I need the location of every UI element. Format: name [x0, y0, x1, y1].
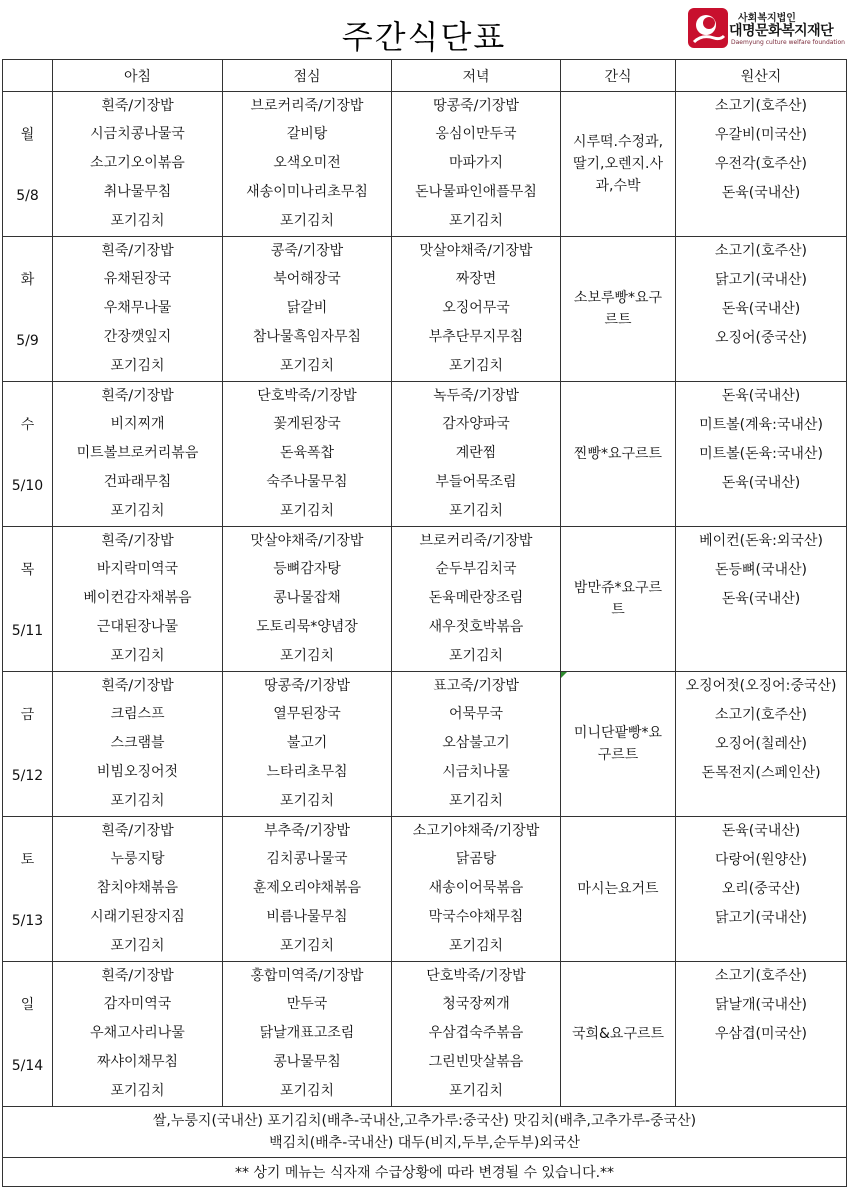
dinner-item: 감자양파국	[442, 416, 510, 432]
breakfast-item: 흰죽/기장밥	[101, 243, 174, 259]
origin-item: 소고기(호주산)	[714, 98, 808, 114]
day-row	[3, 817, 847, 962]
origin-item: 돈육(국내산)	[721, 388, 801, 404]
lunch-item: 만두국	[286, 996, 328, 1012]
lunch-cell	[223, 92, 392, 237]
breakfast-item: 짜샤이채무침	[96, 1054, 179, 1070]
day-row	[3, 962, 847, 1107]
footer-line-1: 쌀,누룽지(국내산) 포기김치(배추-국내산,고추가루:중국산) 맛김치(배추,고추가루-중국산)	[152, 1113, 697, 1129]
dinner-cell	[392, 962, 561, 1107]
breakfast-item: 크림스프	[110, 706, 165, 722]
day-name: 일	[20, 997, 35, 1013]
dinner-item: 옹심이만두국	[435, 126, 517, 142]
breakfast-item: 포기김치	[110, 213, 165, 229]
origin-cell	[676, 672, 847, 817]
change-notice: ** 상기 메뉴는 식자재 수급상황에 따라 변경될 수 있습니다.**	[3, 1158, 847, 1187]
breakfast-item: 바지락미역국	[96, 561, 179, 577]
breakfast-item: 스크램블	[110, 735, 165, 751]
lunch-item: 브로커리죽/기장밥	[250, 98, 364, 114]
lunch-item: 포기김치	[279, 793, 335, 809]
lunch-item: 땅콩죽/기장밥	[264, 678, 350, 694]
snack-cell	[561, 92, 676, 237]
snack-text: 시루떡.수정과, 딸기,오렌지.사과,수박	[572, 134, 664, 194]
day-cell	[3, 672, 53, 817]
day-name: 월	[20, 127, 35, 143]
lunch-item: 참나물흑임자무침	[252, 329, 362, 345]
breakfast-cell	[53, 92, 223, 237]
lunch-cell	[223, 672, 392, 817]
breakfast-item: 누룽지탕	[110, 851, 165, 867]
lunch-item: 느타리초무침	[266, 764, 348, 780]
day-cell	[3, 962, 53, 1107]
snack-cell	[561, 237, 676, 382]
weekly-menu-table	[2, 59, 847, 1187]
origin-item: 소고기(호주산)	[714, 968, 808, 984]
lunch-item: 새송이미나리초무침	[246, 184, 368, 200]
origin-item: 소고기(호주산)	[714, 243, 808, 259]
breakfast-cell	[53, 237, 223, 382]
origin-cell	[676, 382, 847, 527]
logo-subtitle: 사회복지법인	[738, 13, 796, 24]
origin-cell	[676, 527, 847, 672]
dinner-item: 순두부김치국	[435, 561, 517, 577]
breakfast-cell	[53, 672, 223, 817]
origin-item: 우전각(호주산)	[714, 156, 808, 172]
dinner-item: 짜장면	[455, 271, 497, 287]
breakfast-item: 베이컨감자채볶음	[83, 590, 192, 606]
dinner-item: 포기김치	[448, 358, 504, 374]
lunch-item: 포기김치	[279, 1083, 335, 1099]
breakfast-cell	[53, 527, 223, 672]
day-date: 5/14	[11, 1058, 44, 1074]
dinner-item: 소고기야채죽/기장밥	[412, 823, 540, 839]
header-origin: 원산지	[676, 60, 847, 92]
snack-text: 찐빵*요구르트	[573, 446, 663, 462]
dinner-cell	[392, 237, 561, 382]
breakfast-item: 소고기오이볶음	[90, 155, 185, 171]
footer-line-2: 백김치(배추-국내산) 대두(비지,두부,순두부)외국산	[269, 1135, 580, 1151]
breakfast-item: 포기김치	[110, 938, 165, 954]
dinner-item: 땅콩죽/기장밥	[433, 98, 519, 114]
breakfast-item: 시래기된장지짐	[90, 909, 185, 925]
origin-item: 미트볼(돈육:국내산)	[699, 446, 823, 462]
breakfast-item: 시금치콩나물국	[90, 126, 185, 142]
breakfast-item: 포기김치	[110, 503, 165, 519]
day-cell	[3, 237, 53, 382]
day-name: 금	[20, 707, 35, 723]
breakfast-item: 포기김치	[110, 793, 165, 809]
origin-cell	[676, 92, 847, 237]
header-breakfast: 아침	[53, 60, 223, 92]
origin-item: 미트볼(계육:국내산)	[699, 417, 823, 433]
dinner-item: 부들어묵조림	[435, 474, 517, 490]
origin-item: 돈등뼈(국내산)	[714, 562, 808, 578]
day-row	[3, 382, 847, 527]
breakfast-cell	[53, 817, 223, 962]
breakfast-item: 포기김치	[110, 358, 165, 374]
day-name: 목	[20, 562, 35, 578]
origin-item: 돈목전지(스페인산)	[701, 765, 821, 781]
snack-cell	[561, 962, 676, 1107]
origin-item: 돈육(국내산)	[721, 185, 801, 201]
breakfast-item: 취나물무침	[103, 184, 172, 200]
lunch-item: 단호박죽/기장밥	[257, 388, 357, 404]
lunch-item: 홍합미역죽/기장밥	[250, 968, 364, 984]
breakfast-item: 근대된장나물	[96, 619, 179, 635]
origin-item: 닭고기(국내산)	[714, 272, 808, 288]
snack-cell	[561, 817, 676, 962]
header-lunch: 점심	[223, 60, 392, 92]
breakfast-cell	[53, 962, 223, 1107]
header-blank	[3, 60, 53, 92]
day-cell	[3, 92, 53, 237]
origin-item: 우삼겹(미국산)	[714, 1026, 808, 1042]
dinner-item: 계란찜	[455, 445, 497, 461]
notice-row	[3, 1158, 847, 1187]
breakfast-item: 우채무나물	[103, 300, 172, 316]
lunch-item: 맛살야채죽/기장밥	[250, 533, 364, 549]
footer-row	[3, 1107, 847, 1158]
dinner-item: 포기김치	[448, 213, 504, 229]
lunch-item: 닭갈비	[286, 300, 328, 316]
lunch-item: 등뼈감자탕	[273, 561, 341, 577]
dinner-item: 새우젓호박볶음	[428, 619, 524, 635]
breakfast-item: 유채된장국	[103, 271, 172, 287]
breakfast-item: 미트볼브로커리볶음	[76, 445, 199, 461]
lunch-item: 포기김치	[279, 648, 335, 664]
dinner-item: 새송이어묵볶음	[428, 880, 524, 896]
day-cell	[3, 817, 53, 962]
day-date: 5/12	[11, 768, 44, 784]
dinner-item: 표고죽/기장밥	[433, 678, 519, 694]
cell-comment-marker	[561, 672, 567, 678]
origin-cell	[676, 817, 847, 962]
logo-english: Daemyung culture welfare foundation	[731, 39, 845, 46]
lunch-item: 포기김치	[279, 938, 335, 954]
dinner-item: 오삼불고기	[442, 735, 510, 751]
origin-item: 베이컨(돈육:외국산)	[699, 533, 823, 549]
dinner-item: 포기김치	[448, 503, 504, 519]
lunch-item: 포기김치	[279, 503, 335, 519]
dinner-item: 마파가지	[448, 155, 504, 171]
breakfast-item: 비지찌개	[110, 416, 165, 432]
dinner-item: 닭곰탕	[455, 851, 497, 867]
dinner-item: 포기김치	[448, 793, 504, 809]
origin-item: 오징어젓(오징어:중국산)	[685, 678, 837, 694]
dinner-cell	[392, 672, 561, 817]
dinner-item: 오징어무국	[442, 300, 510, 316]
lunch-item: 부추죽/기장밥	[264, 823, 350, 839]
origin-item: 닭날개(국내산)	[714, 997, 808, 1013]
day-name: 수	[20, 417, 35, 433]
snack-text: 밤만쥬*요구르트	[573, 580, 663, 618]
breakfast-cell	[53, 382, 223, 527]
lunch-item: 돈육폭찹	[279, 445, 335, 461]
origin-item: 오리(중국산)	[721, 881, 801, 897]
day-date: 5/9	[16, 333, 39, 349]
origin-item: 다랑어(원양산)	[714, 852, 808, 868]
lunch-item: 비름나물무침	[266, 909, 348, 925]
dinner-cell	[392, 817, 561, 962]
dinner-cell	[392, 382, 561, 527]
origin-item: 돈육(국내산)	[721, 823, 801, 839]
foundation-logo	[688, 6, 845, 50]
dinner-item: 포기김치	[448, 648, 504, 664]
origin-footer	[3, 1107, 847, 1158]
day-date: 5/10	[11, 478, 44, 494]
day-name: 토	[20, 852, 35, 868]
breakfast-item: 흰죽/기장밥	[101, 533, 174, 549]
lunch-item: 포기김치	[279, 213, 335, 229]
lunch-item: 북어해장국	[273, 271, 341, 287]
origin-item: 오징어(중국산)	[714, 330, 808, 346]
foundation-logo-icon	[688, 8, 728, 48]
dinner-item: 포기김치	[448, 938, 504, 954]
dinner-item: 부추단무지무침	[428, 329, 524, 345]
day-row	[3, 672, 847, 817]
origin-item: 닭고기(국내산)	[714, 910, 808, 926]
header-row	[3, 60, 847, 92]
lunch-item: 불고기	[286, 735, 328, 751]
day-row	[3, 92, 847, 237]
origin-cell	[676, 237, 847, 382]
lunch-item: 훈제오리야채볶음	[252, 880, 362, 896]
lunch-item: 김치콩나물국	[266, 851, 348, 867]
dinner-item: 시금치나물	[442, 764, 510, 780]
origin-item: 소고기(호주산)	[714, 707, 808, 723]
dinner-item: 포기김치	[448, 1083, 504, 1099]
dinner-item: 그린빈맛살볶음	[428, 1054, 524, 1070]
lunch-cell	[223, 817, 392, 962]
logo-name: 대명문화복지재단	[729, 23, 834, 39]
lunch-item: 콩죽/기장밥	[270, 243, 344, 259]
breakfast-item: 우채고사리나물	[90, 1025, 185, 1041]
day-name: 화	[20, 272, 35, 288]
day-date: 5/13	[11, 913, 44, 929]
snack-text: 미니단팥빵*요구르트	[573, 725, 663, 763]
dinner-item: 돈나물파인애플무침	[415, 184, 537, 200]
snack-cell	[561, 672, 676, 817]
lunch-item: 콩나물무침	[273, 1054, 341, 1070]
breakfast-item: 간장깻잎지	[103, 329, 172, 345]
header-snack: 간식	[561, 60, 676, 92]
origin-item: 오징어(칠레산)	[714, 736, 808, 752]
breakfast-item: 포기김치	[110, 1083, 165, 1099]
breakfast-item: 흰죽/기장밥	[101, 678, 174, 694]
day-date: 5/8	[16, 188, 39, 204]
snack-cell	[561, 382, 676, 527]
dinner-item: 녹두죽/기장밥	[433, 388, 519, 404]
snack-cell	[561, 527, 676, 672]
lunch-item: 오색오미전	[273, 155, 341, 171]
dinner-item: 브로커리죽/기장밥	[419, 533, 533, 549]
origin-item: 돈육(국내산)	[721, 475, 801, 491]
breakfast-item: 포기김치	[110, 648, 165, 664]
dinner-item: 맛살야채죽/기장밥	[419, 243, 533, 259]
snack-text: 국희&요구르트	[571, 1026, 665, 1042]
lunch-item: 열무된장국	[273, 706, 341, 722]
breakfast-item: 감자미역국	[103, 996, 172, 1012]
origin-item: 돈육(국내산)	[721, 301, 801, 317]
lunch-item: 닭날개표고조림	[259, 1025, 355, 1041]
dinner-cell	[392, 527, 561, 672]
breakfast-item: 흰죽/기장밥	[101, 98, 174, 114]
breakfast-item: 흰죽/기장밥	[101, 823, 174, 839]
day-cell	[3, 382, 53, 527]
breakfast-item: 건파래무침	[103, 474, 172, 490]
origin-item: 우갈비(미국산)	[714, 127, 808, 143]
lunch-cell	[223, 962, 392, 1107]
dinner-item: 어묵무국	[448, 706, 504, 722]
lunch-cell	[223, 237, 392, 382]
lunch-item: 콩나물잡채	[273, 590, 341, 606]
lunch-item: 갈비탕	[286, 126, 328, 142]
day-date: 5/11	[11, 623, 44, 639]
breakfast-item: 흰죽/기장밥	[101, 388, 174, 404]
breakfast-item: 흰죽/기장밥	[101, 968, 174, 984]
dinner-item: 돈육메란장조림	[428, 590, 524, 606]
lunch-item: 포기김치	[279, 358, 335, 374]
dinner-cell	[392, 92, 561, 237]
snack-text: 소보루빵*요구르트	[573, 290, 663, 328]
lunch-item: 꽃게된장국	[273, 416, 341, 432]
breakfast-item: 비빔오징어젓	[96, 764, 179, 780]
day-cell	[3, 527, 53, 672]
dinner-item: 단호박죽/기장밥	[426, 968, 526, 984]
lunch-item: 도토리묵*양념장	[256, 619, 358, 635]
day-row	[3, 237, 847, 382]
snack-text: 마시는요거트	[577, 881, 659, 897]
lunch-cell	[223, 527, 392, 672]
day-row	[3, 527, 847, 672]
lunch-item: 숙주나물무침	[266, 474, 348, 490]
dinner-item: 우삼겹숙주볶음	[428, 1025, 524, 1041]
lunch-cell	[223, 382, 392, 527]
breakfast-item: 참치야채볶음	[96, 880, 179, 896]
dinner-item: 막국수야채무침	[428, 909, 524, 925]
page-title: 주간식단표	[341, 18, 507, 56]
header-dinner: 저녁	[392, 60, 561, 92]
origin-item: 돈육(국내산)	[721, 591, 801, 607]
origin-cell	[676, 962, 847, 1107]
dinner-item: 청국장찌개	[442, 996, 510, 1012]
